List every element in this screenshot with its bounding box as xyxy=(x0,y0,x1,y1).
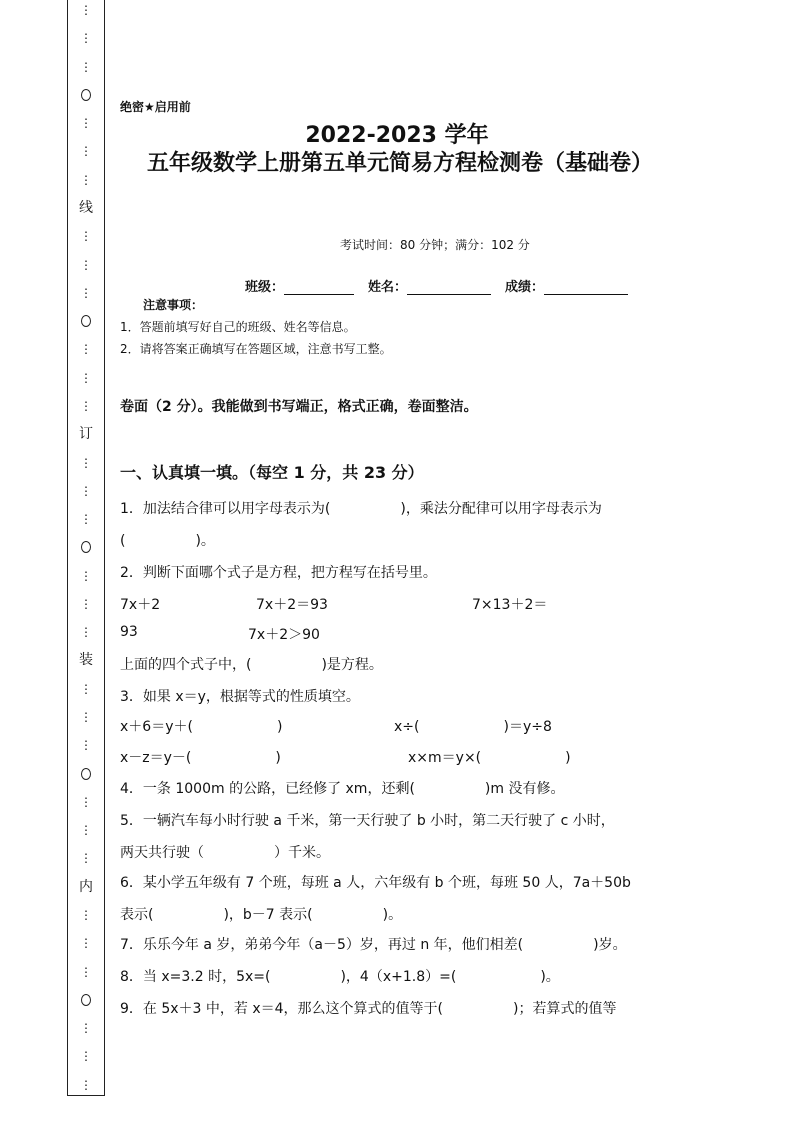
question-1-line-2: ( )。 xyxy=(120,533,215,549)
binding-circle xyxy=(81,315,91,327)
question-5-line-1: 5．一辆汽车每小时行驶 a 千米，第一天行驶了 b 小时，第二天行驶了 c 小时， xyxy=(120,813,615,829)
title-main: 五年级数学上册第五单元简易方程检测卷（基础卷） xyxy=(146,151,653,176)
notice-title: 注意事项： xyxy=(143,298,204,312)
binding-circle xyxy=(81,768,91,780)
question-2-expr-2: 7x＋2＝93 xyxy=(256,597,328,613)
name-label: 姓名： xyxy=(368,280,408,295)
question-3-d: x×m＝y×( ) xyxy=(408,750,571,766)
question-3-a: x＋6＝y＋( ) xyxy=(120,719,283,735)
notice-item-1: 1．答题前填写好自己的班级、姓名等信息。 xyxy=(120,320,356,334)
class-label: 班级： xyxy=(245,280,285,295)
question-5-line-2: 两天共行驶（ ）千米。 xyxy=(120,845,330,861)
binding-dotted-line: ⋮ ⋮ ⋮ ⋮ ⋮ ⋮ 线 ⋮ ⋮ ⋮ ⋮ ⋮ ⋮ 订 ⋮ ⋮ ⋮ ⋮ ⋮ ⋮ 装 ⋮ ⋮ ⋮ ⋮ ⋮ ⋮ 内 ⋮ ⋮ ⋮ ⋮ ⋮ ⋮ xyxy=(79,3,93,1092)
secret-label: 绝密★启用前 xyxy=(120,100,191,114)
binding-margin xyxy=(67,0,105,1096)
class-field[interactable] xyxy=(245,276,354,295)
score-blank[interactable] xyxy=(544,280,628,295)
question-2: 2．判断下面哪个式子是方程，把方程写在括号里。 xyxy=(120,565,437,581)
binding-circle xyxy=(81,541,91,553)
binding-char-ding: 订 xyxy=(79,426,93,443)
question-2-expr-3: 7×13＋2＝ xyxy=(472,597,548,613)
question-2-answer: 上面的四个式子中，( )是方程。 xyxy=(120,657,383,673)
class-blank[interactable] xyxy=(284,280,354,295)
section-1-title: 一、认真填一填。（每空 1 分，共 23 分） xyxy=(120,463,424,482)
question-3: 3．如果 x＝y，根据等式的性质填空。 xyxy=(120,689,360,705)
question-2-expr-4: 7x＋2＞90 xyxy=(248,627,320,643)
binding-char-zhuang: 装 xyxy=(79,652,93,669)
question-2-expr-3-cont: 93 xyxy=(120,624,138,640)
binding-circle xyxy=(81,994,91,1006)
question-8: 8．当 x=3.2 时，5x=( )，4（x+1.8）=( )。 xyxy=(120,969,560,985)
question-4: 4．一条 1000m 的公路，已经修了 xm，还剩( )m 没有修。 xyxy=(120,781,565,797)
exam-info: 考试时间：80 分钟；满分：102 分 xyxy=(340,238,530,252)
title-year: 2022-2023 学年 xyxy=(305,123,489,148)
name-field[interactable] xyxy=(368,276,491,295)
question-6-line-2: 表示( )，b－7 表示( )。 xyxy=(120,907,403,923)
binding-char-xian: 线 xyxy=(79,199,93,216)
score-label: 成绩： xyxy=(505,280,545,295)
question-9: 9．在 5x＋3 中，若 x＝4，那么这个算式的值等于( )；若算式的值等 xyxy=(120,1001,617,1017)
question-7: 7．乐乐今年 a 岁，弟弟今年（a－5）岁，再过 n 年，他们相差( )岁。 xyxy=(120,937,627,953)
binding-circle xyxy=(81,89,91,101)
surface-score-statement: 卷面（2 分）。我能做到书写端正，格式正确，卷面整洁。 xyxy=(120,399,478,415)
name-blank[interactable] xyxy=(407,280,491,295)
score-field[interactable] xyxy=(505,276,628,295)
question-2-expr-1: 7x＋2 xyxy=(120,597,161,613)
student-fields xyxy=(245,276,628,295)
question-1-line-1: 1．加法结合律可以用字母表示为( )，乘法分配律可以用字母表示为 xyxy=(120,501,602,517)
binding-char-nei: 内 xyxy=(79,878,93,895)
question-3-b: x÷( )＝y÷8 xyxy=(394,719,552,735)
question-6-line-1: 6．某小学五年级有 7 个班，每班 a 人，六年级有 b 个班，每班 50 人，7a＋50b xyxy=(120,875,631,891)
question-3-c: x－z＝y－( ) xyxy=(120,750,281,766)
notice-item-2: 2．请将答案正确填写在答题区域，注意书写工整。 xyxy=(120,342,392,356)
